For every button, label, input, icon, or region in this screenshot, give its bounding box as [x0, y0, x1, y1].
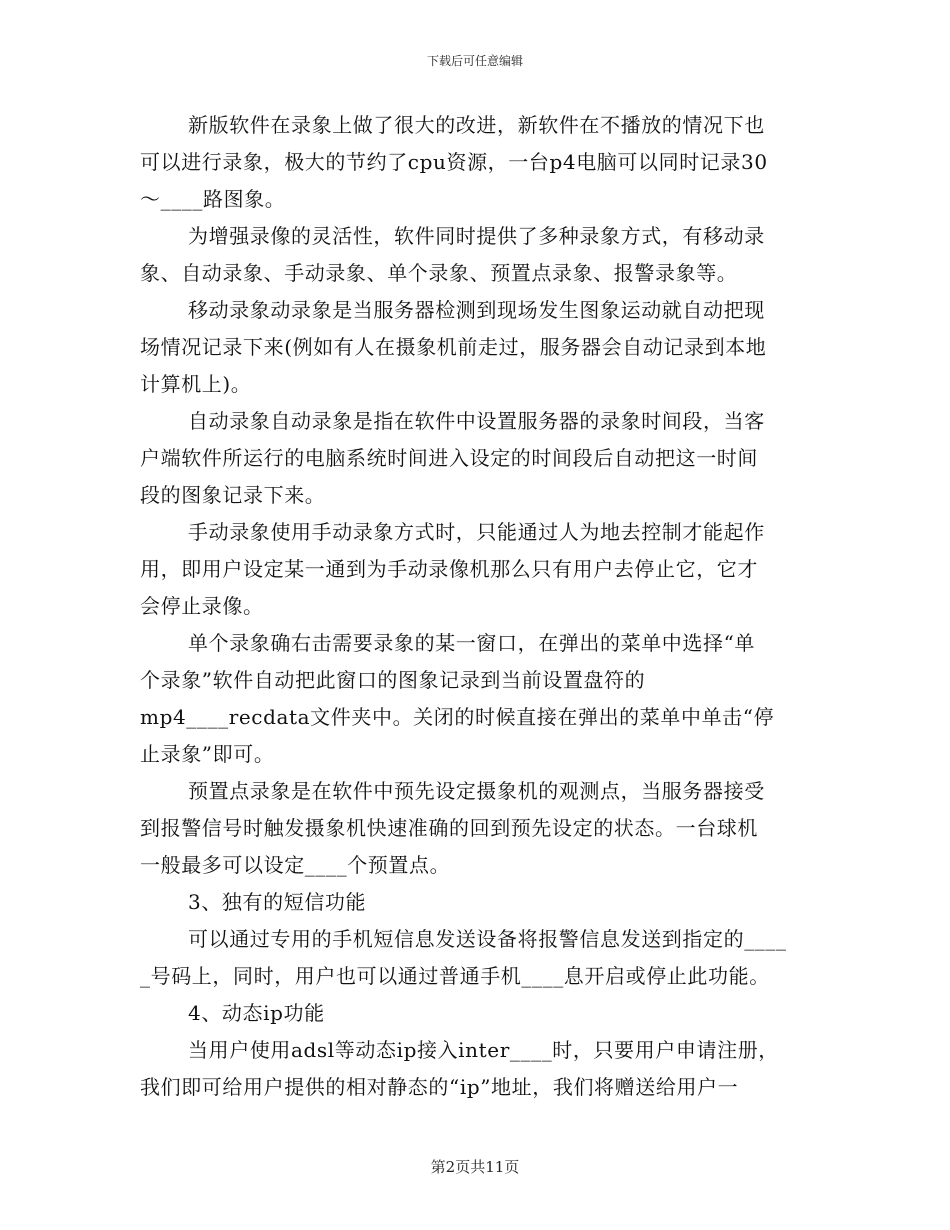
text-line: 一般最多可以设定____个预置点。: [140, 853, 451, 877]
text-line: 为增强录像的灵活性，软件同时提供了多种录象方式，有移动录: [188, 224, 765, 248]
text-line: 自动录象自动录象是指在软件中设置服务器的录象时间段，当客: [188, 409, 765, 433]
text-line: mp4____recdata文件夹中。关闭的时候直接在弹出的菜单中单击“停: [140, 705, 775, 729]
text-line: 可以进行录象，极大的节约了cpu资源，一台p4电脑可以同时记录30: [140, 150, 768, 174]
text-line: 新版软件在录象上做了很大的改进，新软件在不播放的情况下也: [188, 113, 765, 137]
text-line: 手动录象使用手动录象方式时，只能通过人为地去控制才能起作: [188, 520, 765, 544]
text-line: 我们即可给用户提供的相对静态的“ip”地址，我们将赠送给用户一: [140, 1075, 739, 1099]
text-line: _号码上，同时，用户也可以通过普通手机____息开启或停止此功能。: [140, 964, 770, 988]
text-line: 用，即用户设定某一通到为手动录像机那么只有用户去停止它，它才: [140, 557, 758, 581]
text-line: 个录象”软件自动把此窗口的图象记录到当前设置盘符的: [140, 668, 646, 692]
text-line: 段的图象记录下来。: [140, 483, 326, 507]
text-line: ～____路图象。: [140, 187, 286, 211]
text-line: 当用户使用adsl等动态ip接入inter____时，只要用户申请注册，: [188, 1038, 779, 1062]
text-line: 计算机上)。: [140, 372, 252, 396]
text-line: 止录象”即可。: [140, 742, 275, 766]
text-line: 预置点录象是在软件中预先设定摄象机的观测点，当服务器接受: [188, 779, 765, 803]
section-heading: 4、动态ip功能: [188, 1001, 325, 1025]
page-header: 下载后可任意编辑: [426, 54, 523, 68]
text-line: 到报警信号时触发摄象机快速准确的回到预先设定的状态。一台球机: [140, 816, 758, 840]
text-line: 场情况记录下来(例如有人在摄象机前走过，服务器会自动记录到本地: [140, 335, 767, 359]
text-line: 户端软件所运行的电脑系统时间进入设定的时间段后自动把这一时间: [140, 446, 758, 470]
text-line: 移动录象动录象是当服务器检测到现场发生图象运动就自动把现: [188, 298, 765, 322]
section-heading: 3、独有的短信功能: [188, 890, 367, 914]
text-line: 可以通过专用的手机短信息发送设备将报警信息发送到指定的____: [188, 927, 787, 951]
text-line: 象、自动录象、手动录象、单个录象、预置点录象、报警录象等。: [140, 261, 738, 285]
text-line: 单个录象确右击需要录象的某一窗口，在弹出的菜单中选择“单: [188, 631, 756, 655]
page-footer: 第2页共11页: [430, 1158, 520, 1176]
text-line: 会停止录像。: [140, 594, 264, 618]
document-body: [140, 107, 840, 1106]
